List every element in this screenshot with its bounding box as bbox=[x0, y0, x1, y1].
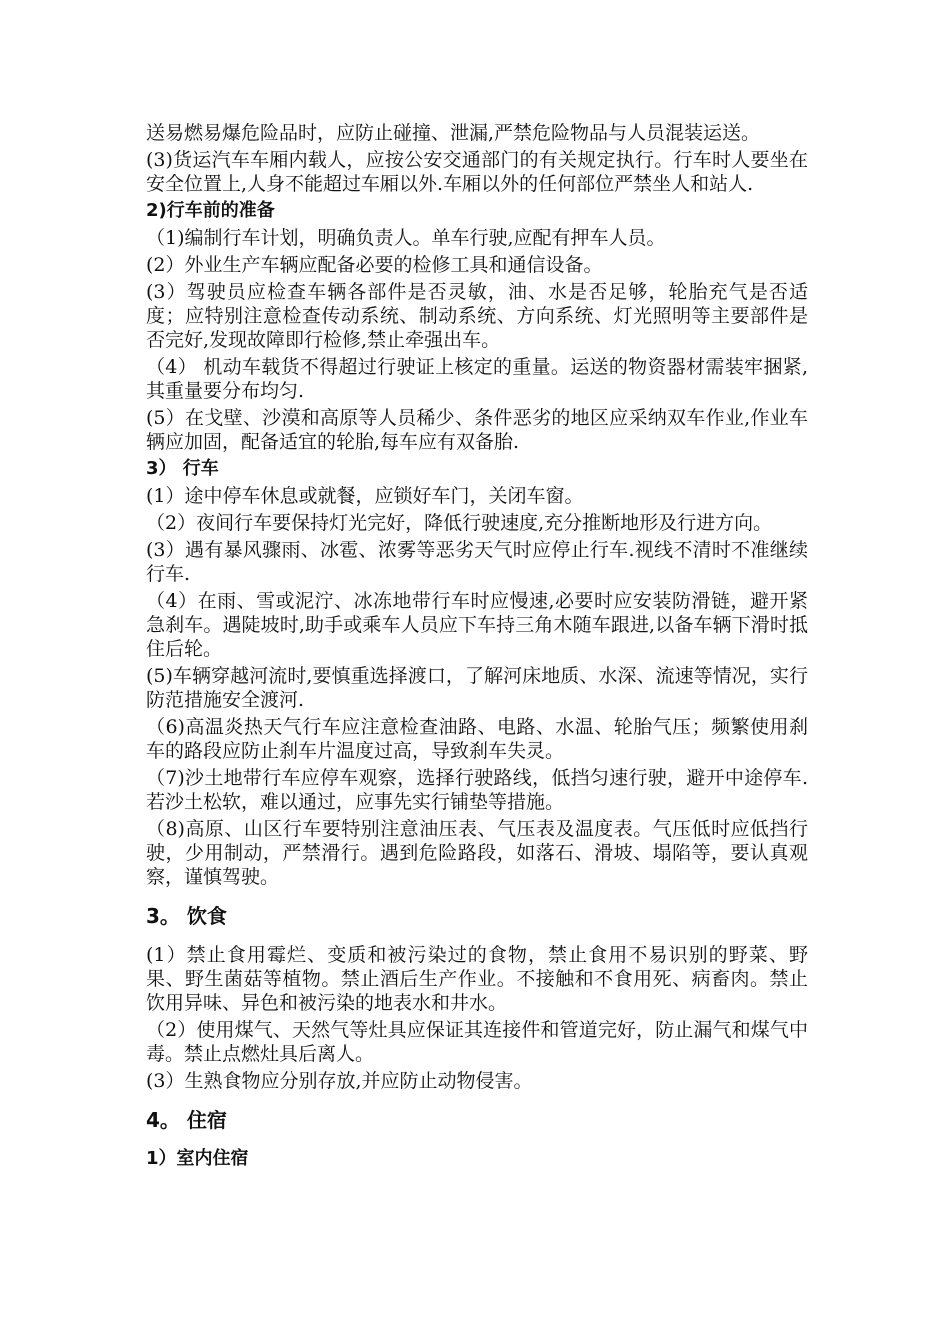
paragraph: (3)货运汽车车厢内载人，应按公安交通部门的有关规定执行。行车时人要坐在安全位置上,人身不能超过车厢以外.车厢以外的任何部位严禁坐人和站人. bbox=[146, 149, 808, 195]
paragraph: （7)沙土地带行车应停车观察，选择行驶路线，低挡匀速行驶，避开中途停车.若沙土松软，难以通过，应事先实行铺垫等措施。 bbox=[146, 767, 808, 813]
paragraph: (3）驾驶员应检查车辆各部件是否灵敏，油、水是否足够，轮胎充气是否适度；应特别注意检查传动系统、制动系统、方向系统、灯光照明等主要部件是否完好,发现故障即行检修,禁止牵强出车。 bbox=[146, 281, 808, 351]
paragraph: （1)编制行车计划，明确负责人。单车行驶,应配有押车人员。 bbox=[146, 227, 666, 249]
paragraph: (1）禁止食用霉烂、变质和被污染过的食物，禁止食用不易识别的野菜、野果、野生菌菇等植物。禁止酒后生产作业。不接触和不食用死、病畜肉。禁止饮用异味、异色和被污染的地表水和井水。 bbox=[146, 944, 808, 1014]
subsection-heading: 3） 行车 bbox=[146, 458, 219, 479]
paragraph: (3）生熟食物应分别存放,并应防止动物侵害。 bbox=[146, 1070, 533, 1092]
paragraph: （4） 机动车载货不得超过行驶证上核定的重量。运送的物资器材需装牢捆紧,其重量要分布均匀. bbox=[146, 356, 808, 402]
document-body bbox=[146, 121, 808, 1174]
paragraph: （2）夜间行车要保持灯光完好，降低行驶速度,充分推断地形及行进方向。 bbox=[146, 512, 773, 534]
paragraph: （6)高温炎热天气行车应注意检查油路、电路、水温、轮胎气压；频繁使用刹车的路段应防止刹车片温度过高，导致刹车失灵。 bbox=[146, 716, 808, 762]
subsection-heading: 2)行车前的准备 bbox=[146, 200, 275, 221]
paragraph: (2）外业生产车辆应配备必要的检修工具和通信设备。 bbox=[146, 254, 603, 276]
section-heading: 3。 饮食 bbox=[146, 904, 227, 928]
paragraph: 送易燃易爆危险品时，应防止碰撞、泄漏,严禁危险物品与人员混装运送。 bbox=[146, 122, 761, 144]
paragraph: (5）在戈壁、沙漠和高原等人员稀少、条件恶劣的地区应采纳双车作业,作业车辆应加固，配备适宜的轮胎,每车应有双备胎. bbox=[146, 407, 808, 453]
paragraph: （2）使用煤气、天然气等灶具应保证其连接件和管道完好，防止漏气和煤气中毒。禁止点燃灶具后离人。 bbox=[146, 1019, 808, 1065]
paragraph: (5)车辆穿越河流时,要慎重选择渡口，了解河床地质、水深、流速等情况，实行防范措施安全渡河. bbox=[146, 665, 808, 711]
paragraph: (1）途中停车休息或就餐，应锁好车门，关闭车窗。 bbox=[146, 485, 584, 507]
paragraph: （8)高原、山区行车要特别注意油压表、气压表及温度表。气压低时应低挡行驶，少用制动，严禁滑行。遇到危险路段，如落石、滑坡、塌陷等，要认真观察，谨慎驾驶。 bbox=[146, 818, 808, 888]
subsection-heading: 1）室内住宿 bbox=[146, 1148, 249, 1169]
section-heading: 4。 住宿 bbox=[146, 1108, 227, 1132]
paragraph: (3）遇有暴风骤雨、冰雹、浓雾等恶劣天气时应停止行车.视线不清时不准继续行车. bbox=[146, 539, 808, 585]
paragraph: （4）在雨、雪或泥泞、冰冻地带行车时应慢速,必要时应安装防滑链，避开紧急刹车。遇陡坡时,助手或乘车人员应下车持三角木随车跟进,以备车辆下滑时抵住后轮。 bbox=[146, 590, 808, 660]
